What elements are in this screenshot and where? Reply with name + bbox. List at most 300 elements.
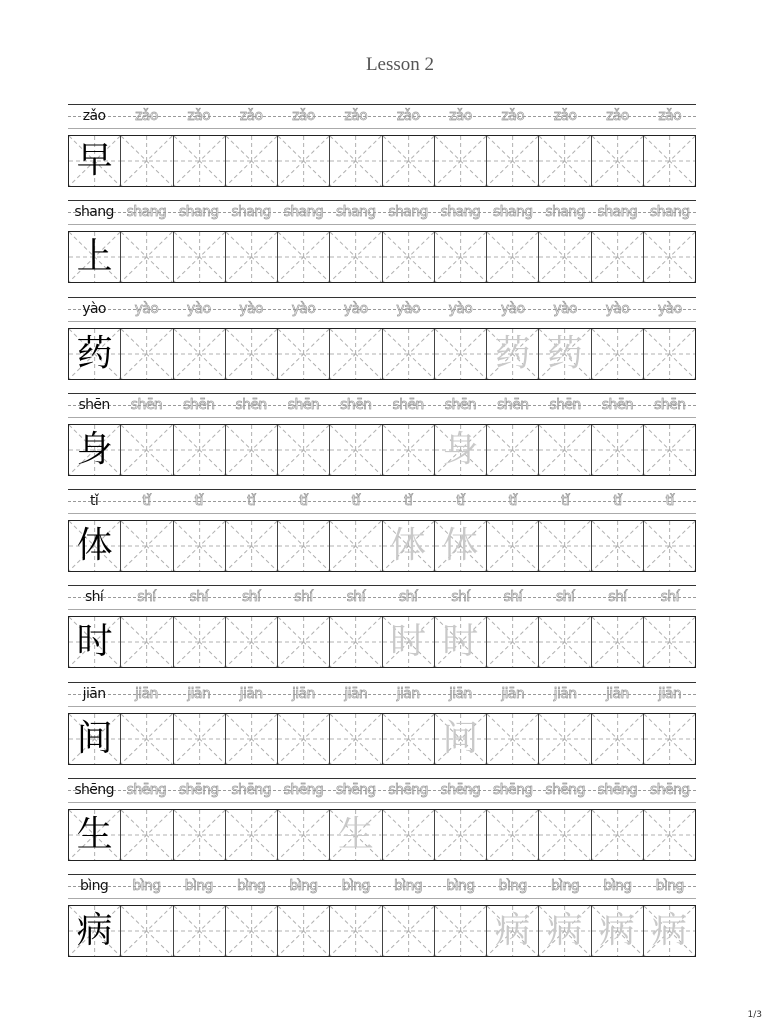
practice-cell[interactable] xyxy=(592,232,644,282)
pinyin-trace[interactable]: shí xyxy=(294,589,313,606)
trace-character xyxy=(435,232,486,282)
practice-cell[interactable] xyxy=(278,617,330,667)
trace-character xyxy=(121,136,172,186)
pinyin-trace[interactable]: yào xyxy=(343,300,368,317)
practice-cell[interactable] xyxy=(644,136,695,186)
trace-character xyxy=(592,425,643,475)
pinyin-trace[interactable]: zǎo xyxy=(553,108,577,124)
practice-cell[interactable] xyxy=(174,521,226,571)
practice-cell[interactable] xyxy=(121,232,173,282)
practice-cell[interactable] xyxy=(435,232,487,282)
trace-character xyxy=(592,810,643,860)
trace-character xyxy=(383,329,434,379)
character-grid xyxy=(68,520,696,572)
pinyin-label: shí xyxy=(84,589,104,606)
pinyin-trace[interactable]: shí xyxy=(660,589,679,606)
practice-cell[interactable] xyxy=(383,714,435,764)
pinyin-trace[interactable]: jiān xyxy=(239,685,263,702)
pinyin-band xyxy=(68,393,696,418)
pinyin-trace[interactable]: shēn xyxy=(235,396,267,413)
practice-cell[interactable] xyxy=(539,521,591,571)
practice-cell[interactable] xyxy=(592,617,644,667)
practice-cell[interactable] xyxy=(644,329,695,379)
trace-character xyxy=(487,714,538,764)
pinyin-trace[interactable]: shēn xyxy=(444,396,477,413)
pinyin-trace[interactable]: tǐ xyxy=(194,493,203,510)
practice-cell[interactable] xyxy=(330,136,382,186)
pinyin-trace[interactable]: shí xyxy=(608,589,627,606)
practice-cell[interactable] xyxy=(278,232,330,282)
practice-cell[interactable] xyxy=(383,425,435,475)
pinyin-trace[interactable]: tǐ xyxy=(247,493,256,510)
trace-character: 生 xyxy=(337,814,374,856)
practice-cell[interactable] xyxy=(330,329,382,379)
pinyin-trace[interactable]: jiān xyxy=(553,685,577,702)
practice-cell[interactable] xyxy=(435,906,487,956)
pinyin-trace[interactable]: bìng xyxy=(237,878,266,895)
trace-character xyxy=(174,232,225,282)
pinyin-band xyxy=(68,200,696,225)
pinyin-trace[interactable]: shí xyxy=(555,589,575,606)
model-character: 时 xyxy=(76,621,113,663)
practice-cell[interactable] xyxy=(278,136,330,186)
practice-cell[interactable] xyxy=(592,329,644,379)
practice-cell[interactable] xyxy=(644,714,695,764)
practice-cell[interactable] xyxy=(592,136,644,186)
pinyin-trace[interactable]: shang xyxy=(649,204,690,221)
trace-character xyxy=(644,136,695,186)
trace-character: 病 xyxy=(651,910,688,952)
practice-row xyxy=(68,682,696,778)
pinyin-trace[interactable]: jiān xyxy=(606,685,629,702)
pinyin-trace[interactable]: bìng xyxy=(498,878,527,895)
practice-cell[interactable] xyxy=(487,136,539,186)
page-title: Lesson 2 xyxy=(365,54,435,75)
practice-cell[interactable] xyxy=(226,232,278,282)
practice-cell[interactable] xyxy=(644,232,695,282)
pinyin-trace[interactable]: shēng xyxy=(126,782,167,799)
pinyin-trace[interactable]: jiān xyxy=(187,685,211,702)
practice-cell[interactable] xyxy=(121,136,173,186)
trace-character xyxy=(226,521,277,571)
model-cell xyxy=(69,232,121,282)
trace-character: 间 xyxy=(442,717,479,759)
pinyin-trace[interactable]: bìng xyxy=(341,878,370,895)
pinyin-band xyxy=(68,874,696,899)
trace-character xyxy=(435,329,486,379)
pinyin-trace[interactable]: zǎo xyxy=(239,108,263,124)
practice-cell[interactable] xyxy=(121,617,173,667)
pinyin-trace[interactable]: shēn xyxy=(340,396,372,413)
practice-cell[interactable] xyxy=(539,906,591,956)
practice-cell[interactable] xyxy=(487,810,539,860)
trace-character xyxy=(435,136,486,186)
pinyin-trace[interactable]: yào xyxy=(186,300,211,317)
trace-character xyxy=(330,714,381,764)
pinyin-trace[interactable]: zǎo xyxy=(135,108,158,124)
pinyin-trace[interactable]: shēng xyxy=(492,782,533,799)
practice-cell[interactable] xyxy=(644,425,695,475)
trace-character xyxy=(383,714,434,764)
pinyin-trace[interactable]: jiān xyxy=(658,685,682,702)
pinyin-trace[interactable]: yào xyxy=(396,300,420,317)
practice-cell[interactable] xyxy=(121,521,173,571)
practice-cell[interactable] xyxy=(539,810,591,860)
pinyin-trace[interactable]: bìng xyxy=(551,878,580,895)
pinyin-trace[interactable]: bìng xyxy=(184,878,213,895)
pinyin-band xyxy=(68,104,696,129)
trace-character xyxy=(487,425,538,475)
trace-character: 时 xyxy=(442,621,479,663)
pinyin-trace[interactable]: bìng xyxy=(655,878,684,895)
practice-cell[interactable] xyxy=(539,617,591,667)
trace-character: 体 xyxy=(442,525,479,567)
trace-character: 时 xyxy=(390,621,427,663)
trace-character xyxy=(592,714,643,764)
pinyin-trace[interactable]: yào xyxy=(134,300,159,317)
practice-cell[interactable] xyxy=(278,810,330,860)
pinyin-trace[interactable]: shēn xyxy=(287,396,320,413)
pinyin-band xyxy=(68,585,696,610)
trace-character xyxy=(121,810,172,860)
character-grid xyxy=(68,231,696,283)
character-grid xyxy=(68,713,696,765)
trace-character xyxy=(278,329,329,379)
pinyin-trace[interactable]: jiān xyxy=(292,685,315,702)
pinyin-trace[interactable]: shang xyxy=(335,204,376,221)
practice-cell[interactable] xyxy=(435,714,487,764)
practice-cell[interactable] xyxy=(435,425,487,475)
practice-cell[interactable] xyxy=(383,617,435,667)
pinyin-trace[interactable]: tǐ xyxy=(561,493,570,510)
practice-cell[interactable] xyxy=(121,425,173,475)
practice-row xyxy=(68,585,696,681)
pinyin-label: jiān xyxy=(82,685,106,702)
pinyin-trace[interactable]: zǎo xyxy=(292,108,315,124)
practice-cell[interactable] xyxy=(592,810,644,860)
model-cell xyxy=(69,714,121,764)
practice-cell[interactable] xyxy=(435,617,487,667)
pinyin-trace[interactable]: bìng xyxy=(132,878,161,895)
practice-cell[interactable] xyxy=(592,906,644,956)
practice-cell[interactable] xyxy=(174,906,226,956)
practice-cell[interactable] xyxy=(539,714,591,764)
pinyin-trace[interactable]: shēn xyxy=(497,396,529,413)
pinyin-trace[interactable]: shí xyxy=(398,589,418,606)
practice-cell[interactable] xyxy=(435,136,487,186)
trace-character xyxy=(121,329,172,379)
pinyin-trace[interactable]: bìng xyxy=(289,878,318,895)
pinyin-trace[interactable]: tǐ xyxy=(456,493,465,510)
trace-character xyxy=(592,617,643,667)
trace-character xyxy=(539,714,590,764)
pinyin-trace[interactable]: shang xyxy=(545,204,585,221)
trace-character xyxy=(592,329,643,379)
pinyin-trace[interactable]: shang xyxy=(492,204,533,221)
pinyin-trace[interactable]: zǎo xyxy=(501,108,525,124)
pinyin-trace[interactable]: bìng xyxy=(394,878,423,895)
practice-cell[interactable] xyxy=(487,617,539,667)
pinyin-trace[interactable]: shí xyxy=(241,589,261,606)
pinyin-trace[interactable]: shēn xyxy=(130,396,163,413)
page-number: 1/3 xyxy=(747,1010,762,1020)
practice-cell[interactable] xyxy=(330,425,382,475)
character-grid xyxy=(68,135,696,187)
practice-cell[interactable] xyxy=(539,232,591,282)
pinyin-trace[interactable]: tǐ xyxy=(142,493,151,510)
pinyin-trace[interactable]: shang xyxy=(283,204,324,221)
pinyin-trace[interactable]: zǎo xyxy=(344,108,368,124)
practice-cell[interactable] xyxy=(278,329,330,379)
pinyin-trace[interactable]: shang xyxy=(178,204,219,221)
practice-cell[interactable] xyxy=(539,425,591,475)
practice-cell[interactable] xyxy=(330,617,382,667)
practice-cell[interactable] xyxy=(174,714,226,764)
pinyin-trace[interactable]: shí xyxy=(503,589,522,606)
practice-cell[interactable] xyxy=(121,906,173,956)
pinyin-trace[interactable]: zǎo xyxy=(606,108,629,124)
model-character: 生 xyxy=(76,814,113,856)
trace-character xyxy=(278,906,329,956)
pinyin-band xyxy=(68,489,696,514)
practice-cell[interactable] xyxy=(487,521,539,571)
pinyin-trace[interactable]: shēn xyxy=(549,396,581,413)
trace-character xyxy=(330,232,381,282)
trace-character xyxy=(226,232,277,282)
pinyin-trace[interactable]: shēng xyxy=(545,782,585,799)
trace-character xyxy=(330,329,381,379)
practice-cell[interactable] xyxy=(278,714,330,764)
trace-character xyxy=(383,906,434,956)
practice-cell[interactable] xyxy=(330,810,382,860)
practice-cell[interactable] xyxy=(487,329,539,379)
practice-cell[interactable] xyxy=(644,906,695,956)
pinyin-trace[interactable]: shēng xyxy=(283,782,324,799)
pinyin-trace[interactable]: shēng xyxy=(440,782,481,799)
practice-cell[interactable] xyxy=(644,617,695,667)
trace-character xyxy=(121,906,172,956)
pinyin-trace[interactable]: zǎo xyxy=(187,108,211,124)
practice-cell[interactable] xyxy=(121,714,173,764)
pinyin-trace[interactable]: zǎo xyxy=(658,108,682,124)
practice-cell[interactable] xyxy=(121,810,173,860)
trace-character xyxy=(487,136,538,186)
trace-character xyxy=(330,425,381,475)
model-character: 病 xyxy=(76,910,113,952)
pinyin-trace[interactable]: yào xyxy=(500,300,525,317)
pinyin-trace[interactable]: shēn xyxy=(183,396,215,413)
practice-cell[interactable] xyxy=(226,714,278,764)
pinyin-trace[interactable]: jiān xyxy=(344,685,368,702)
pinyin-trace[interactable]: yào xyxy=(239,300,263,317)
practice-cell[interactable] xyxy=(226,425,278,475)
practice-cell[interactable] xyxy=(330,714,382,764)
practice-cell[interactable] xyxy=(592,714,644,764)
model-cell xyxy=(69,810,121,860)
trace-character xyxy=(539,136,590,186)
pinyin-trace[interactable]: shēng xyxy=(335,782,376,799)
practice-cell[interactable] xyxy=(174,617,226,667)
pinyin-label: zǎo xyxy=(82,108,106,124)
pinyin-trace[interactable]: shí xyxy=(137,589,156,606)
character-grid xyxy=(68,424,696,476)
practice-cell[interactable] xyxy=(226,136,278,186)
pinyin-trace[interactable]: shēng xyxy=(597,782,638,799)
practice-cell[interactable] xyxy=(539,136,591,186)
practice-cell[interactable] xyxy=(174,425,226,475)
pinyin-trace[interactable]: tǐ xyxy=(404,493,413,510)
pinyin-trace[interactable]: jiān xyxy=(135,685,158,702)
pinyin-trace[interactable]: yào xyxy=(291,300,316,317)
pinyin-trace[interactable]: shēng xyxy=(649,782,690,799)
pinyin-label: yào xyxy=(82,300,106,317)
trace-character xyxy=(226,714,277,764)
trace-character xyxy=(644,521,695,571)
practice-cell[interactable] xyxy=(278,425,330,475)
practice-cell[interactable] xyxy=(383,521,435,571)
pinyin-trace[interactable]: shēn xyxy=(392,396,424,413)
pinyin-trace[interactable]: zǎo xyxy=(449,108,472,124)
practice-rows xyxy=(68,104,696,971)
pinyin-trace[interactable]: yào xyxy=(553,300,577,317)
practice-cell[interactable] xyxy=(435,521,487,571)
model-cell xyxy=(69,617,121,667)
pinyin-trace[interactable]: shang xyxy=(388,204,428,221)
trace-character xyxy=(174,136,225,186)
practice-cell[interactable] xyxy=(435,810,487,860)
trace-character: 体 xyxy=(390,525,427,567)
pinyin-trace[interactable]: shēn xyxy=(654,396,686,413)
practice-cell[interactable] xyxy=(383,329,435,379)
practice-cell[interactable] xyxy=(487,425,539,475)
practice-cell[interactable] xyxy=(174,329,226,379)
trace-character xyxy=(121,521,172,571)
pinyin-trace[interactable]: jiān xyxy=(449,685,472,702)
pinyin-trace[interactable]: tǐ xyxy=(351,493,360,510)
trace-character xyxy=(226,810,277,860)
trace-character xyxy=(487,617,538,667)
pinyin-band xyxy=(68,778,696,803)
trace-character: 药 xyxy=(494,332,531,374)
pinyin-trace[interactable]: zǎo xyxy=(396,108,420,124)
model-character: 身 xyxy=(76,428,113,470)
pinyin-trace[interactable]: jiān xyxy=(396,685,420,702)
pinyin-trace[interactable]: shang xyxy=(231,204,271,221)
pinyin-trace[interactable]: shí xyxy=(346,589,365,606)
practice-cell[interactable] xyxy=(539,329,591,379)
practice-row xyxy=(68,393,696,489)
model-cell xyxy=(69,906,121,956)
character-grid xyxy=(68,328,696,380)
trace-character xyxy=(644,617,695,667)
practice-cell[interactable] xyxy=(226,906,278,956)
pinyin-trace[interactable]: bìng xyxy=(446,878,475,895)
practice-cell[interactable] xyxy=(592,521,644,571)
practice-cell[interactable] xyxy=(226,810,278,860)
practice-cell[interactable] xyxy=(174,136,226,186)
pinyin-trace[interactable]: tǐ xyxy=(613,493,622,510)
model-character: 上 xyxy=(76,236,113,278)
trace-character xyxy=(226,425,277,475)
practice-cell[interactable] xyxy=(278,906,330,956)
practice-cell[interactable] xyxy=(278,521,330,571)
pinyin-trace[interactable]: yào xyxy=(657,300,682,317)
pinyin-trace[interactable]: shí xyxy=(451,589,470,606)
trace-character xyxy=(121,714,172,764)
pinyin-trace[interactable]: yào xyxy=(605,300,630,317)
pinyin-label: shēng xyxy=(74,782,114,799)
pinyin-trace[interactable]: tǐ xyxy=(299,493,308,510)
practice-cell[interactable] xyxy=(174,232,226,282)
pinyin-trace[interactable]: shang xyxy=(597,204,638,221)
practice-cell[interactable] xyxy=(383,136,435,186)
practice-cell[interactable] xyxy=(644,810,695,860)
trace-character xyxy=(278,714,329,764)
practice-cell[interactable] xyxy=(487,714,539,764)
trace-character xyxy=(174,329,225,379)
trace-character xyxy=(174,617,225,667)
pinyin-trace[interactable]: shēng xyxy=(231,782,271,799)
model-character: 早 xyxy=(76,140,113,181)
trace-character xyxy=(278,810,329,860)
practice-cell[interactable] xyxy=(330,232,382,282)
trace-character xyxy=(644,714,695,764)
practice-cell[interactable] xyxy=(226,617,278,667)
practice-cell[interactable] xyxy=(174,810,226,860)
practice-cell[interactable] xyxy=(330,906,382,956)
trace-character: 病 xyxy=(494,910,531,952)
pinyin-label: shēn xyxy=(78,396,110,413)
pinyin-trace[interactable]: shí xyxy=(189,589,208,606)
trace-character xyxy=(592,136,643,186)
practice-cell[interactable] xyxy=(383,232,435,282)
practice-cell[interactable] xyxy=(121,329,173,379)
model-cell xyxy=(69,425,121,475)
pinyin-trace[interactable]: shang xyxy=(126,204,167,221)
pinyin-trace[interactable]: tǐ xyxy=(665,493,674,510)
practice-cell[interactable] xyxy=(592,425,644,475)
practice-cell[interactable] xyxy=(487,232,539,282)
pinyin-trace[interactable]: tǐ xyxy=(508,493,517,510)
pinyin-trace[interactable]: shēng xyxy=(388,782,428,799)
practice-cell[interactable] xyxy=(487,906,539,956)
trace-character xyxy=(435,810,486,860)
practice-cell[interactable] xyxy=(644,521,695,571)
trace-character xyxy=(383,136,434,186)
pinyin-trace[interactable]: shang xyxy=(440,204,481,221)
trace-character xyxy=(539,232,590,282)
practice-row xyxy=(68,874,696,970)
trace-character xyxy=(278,425,329,475)
trace-character xyxy=(539,617,590,667)
practice-cell[interactable] xyxy=(435,329,487,379)
pinyin-trace[interactable]: shēn xyxy=(601,396,634,413)
practice-cell[interactable] xyxy=(226,329,278,379)
practice-cell[interactable] xyxy=(383,906,435,956)
trace-character xyxy=(592,232,643,282)
trace-character xyxy=(278,617,329,667)
pinyin-trace[interactable]: jiān xyxy=(501,685,525,702)
pinyin-trace[interactable]: shēng xyxy=(178,782,219,799)
practice-cell[interactable] xyxy=(330,521,382,571)
trace-character xyxy=(330,521,381,571)
trace-character xyxy=(644,425,695,475)
pinyin-trace[interactable]: bìng xyxy=(603,878,632,895)
practice-cell[interactable] xyxy=(383,810,435,860)
practice-cell[interactable] xyxy=(226,521,278,571)
pinyin-trace[interactable]: yào xyxy=(448,300,473,317)
trace-character xyxy=(644,329,695,379)
